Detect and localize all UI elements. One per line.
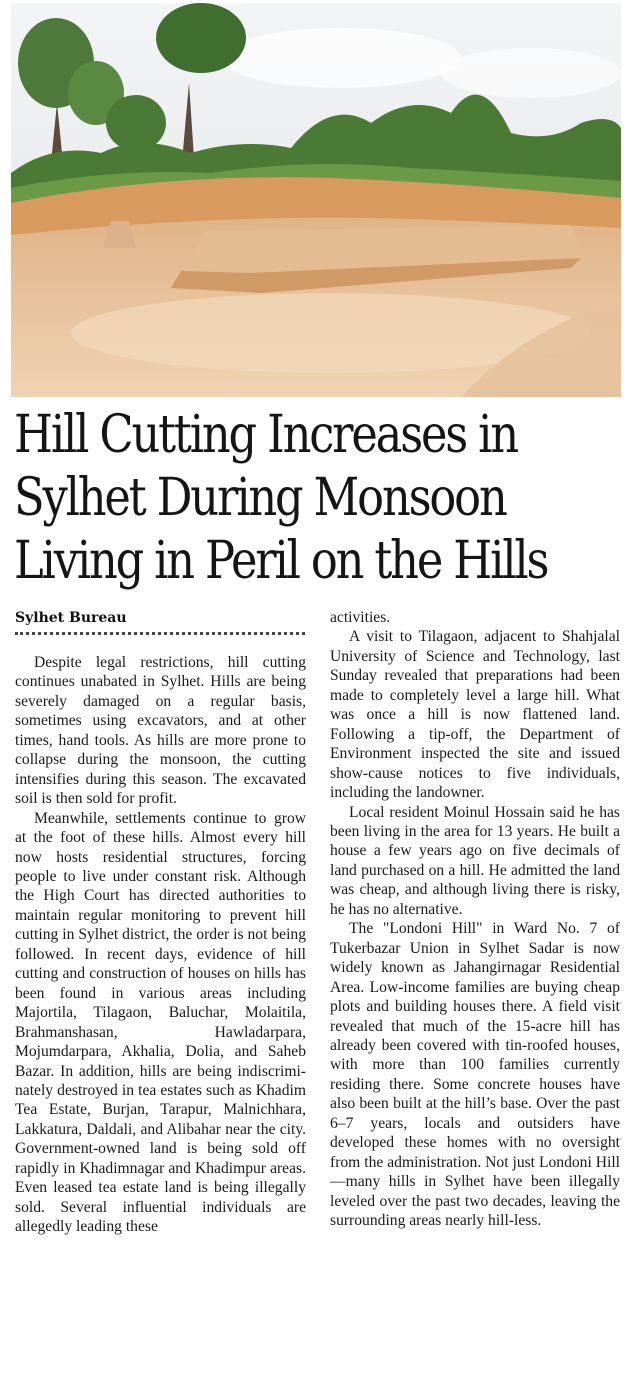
hill-cutting-photo: [11, 3, 621, 397]
paragraph: A visit to Tilagaon, adjacent to Shahjalal University of Science and Technology, last Sunday revealed that preparations had been made to completely level a large hill. What was once a hill is now flattened land. Following a tip-off, the Department of Environment inspected the site and issued show-cause notices to five individuals, including the landowner.: [330, 628, 620, 802]
article-column-2: [330, 608, 620, 1231]
paragraph: Despite legal restrictions, hill cutting continues unabated in Sylhet. Hills are being severely damaged on a regular basis, sometimes using excavators, and at other times, hand tools. As hills are more prone to collapse during the monsoon, the cutting intensifies during this season. The excavated soil is then sold for profit.: [15, 654, 306, 808]
byline: Sylhet Bureau: [15, 610, 127, 626]
paragraph: The "Londoni Hill" in Ward No. 7 of Tukerbazar Union in Sylhet Sadar is now widely known as Jahangirnagar Residential Area. Low-income families are buying cheap plots and building houses there. A field visit revealed that much of the 15-acre hill has already been covered with tin-roofed houses, with more than 100 families currently residing there. Some concrete houses have also been built at the hill’s base. Over the past 6–7 years, locals and outsiders have developed these homes with no oversight from the administration. Not just Londoni Hill—many hills in Sylhet have been illegally leveled over the past two decades, leaving the surrounding areas nearly hill-less.: [330, 920, 620, 1230]
paragraph: Meanwhile, settlements continue to grow at the foot of these hills. Almost every hill now hosts residential structures, forcing people to live under constant risk. Although the High Court has directed authorities to maintain regular monitoring to prevent hill cutting in Sylhet district, the order is not being followed. In recent days, evidence of hill cutting and construction of houses on hills has been found in various areas including Majortila, Tilagaon, Baluchar, Molaitila, Brahmanshasan, Hawladarpara, Mojumdarpara, Akhalia, Dolia, and Saheb Bazar. In addition, hills are being indiscriminately destroyed in tea estates such as Khadim Tea Estate, Burjan, Tarapur, Malnichhara, Lakkatura, Daldali, and Alibahar near the city. Government-owned land is being sold off rapidly in Khadimnagar and Khadimpur areas. Even leased tea estate land is being illegally sold. Several influential individuals are allegedly leading these: [15, 809, 306, 1236]
headline: [14, 404, 548, 593]
headline-line: Living in Peril on the Hills: [14, 531, 548, 591]
article-column-1: [15, 653, 306, 1237]
paragraph-continuation: activities.: [330, 609, 391, 626]
byline-divider: [15, 632, 305, 635]
paragraph: Local resident Moinul Hossain said he has been living in the area for 13 years. He built a house a few years ago on five decimals of land purchased on a hill. He admitted the land was cheap, and although living there is risky, he has no alternative.: [330, 803, 620, 918]
headline-line: Sylhet During Monsoon: [14, 468, 506, 528]
headline-line: Hill Cutting Increases in: [14, 405, 517, 465]
